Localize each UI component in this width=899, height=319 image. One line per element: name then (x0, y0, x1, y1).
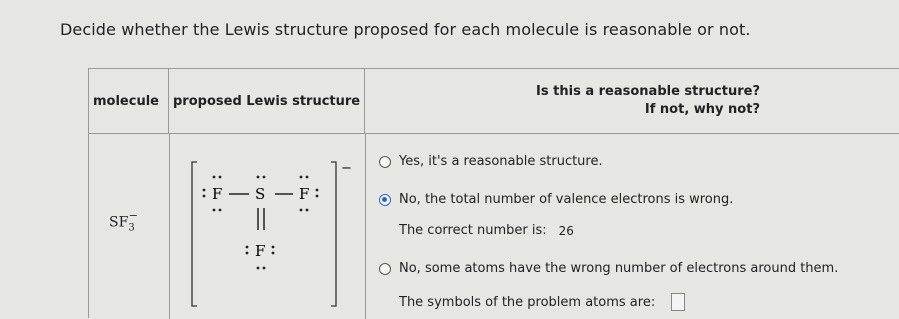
option-wrong-electron-count[interactable] (379, 261, 838, 276)
structure-charge: − (341, 161, 352, 176)
lone-pair-dot (300, 209, 303, 212)
correct-number-label: The correct number is: (399, 223, 547, 238)
atom-f-left: F (212, 185, 223, 203)
question-prompt: Decide whether the Lewis structure proposed for each molecule is reasonable or not. (60, 20, 751, 39)
radio-yes-reasonable[interactable] (379, 156, 391, 168)
lone-pair-dot (257, 267, 260, 270)
problem-atoms-row (399, 293, 685, 311)
lewis-structure-diagram (189, 158, 359, 318)
column-divider (365, 134, 366, 319)
column-divider (169, 134, 170, 319)
lone-pair-dot (257, 176, 260, 179)
radio-valence-electrons-wrong[interactable] (379, 194, 391, 206)
lone-pair-dot (316, 195, 319, 198)
header-lewis-structure: proposed Lewis structure (169, 69, 365, 133)
lone-pair-dot (272, 252, 275, 255)
option-yes-label: Yes, it's a reasonable structure. (399, 154, 603, 169)
table-row (89, 134, 899, 319)
molecule-formula: $SF_3^-$ (109, 209, 138, 234)
lone-pair-dot (203, 195, 206, 198)
lone-pair-dot (213, 176, 216, 179)
lone-pair-dot (263, 176, 266, 179)
atom-s-center: S (255, 185, 266, 203)
lewis-structure-table (88, 68, 899, 318)
option-yes-reasonable[interactable] (379, 154, 603, 169)
header-reasonable (365, 69, 899, 133)
lone-pair-dot (316, 189, 319, 192)
radio-wrong-electron-count[interactable] (379, 263, 391, 275)
option-wrong-electron-label: No, some atoms have the wrong number of electrons around them. (399, 261, 839, 276)
problem-atoms-input[interactable] (671, 293, 685, 311)
lone-pair-dot (203, 189, 206, 192)
option-valence-label: No, the total number of valence electrons is wrong. (399, 192, 734, 207)
lone-pair-dot (272, 246, 275, 249)
lone-pair-dot (306, 209, 309, 212)
correct-number-input[interactable]: 26 (558, 223, 574, 238)
bracket-right (331, 162, 336, 306)
lone-pair-dot (300, 176, 303, 179)
atom-f-bottom: F (255, 242, 266, 260)
lone-pair-dot (219, 176, 222, 179)
lone-pair-dot (213, 209, 216, 212)
atom-f-right: F (299, 185, 310, 203)
lone-pair-dot (306, 176, 309, 179)
lone-pair-dot (246, 246, 249, 249)
header-reasonable-line2: If not, why not? (644, 102, 760, 117)
table-header-row (89, 69, 899, 134)
lone-pair-dot (263, 267, 266, 270)
correct-number-row (399, 223, 574, 238)
lone-pair-dot (246, 252, 249, 255)
option-valence-electrons-wrong[interactable] (379, 192, 733, 207)
lone-pair-dot (219, 209, 222, 212)
problem-atoms-label: The symbols of the problem atoms are: (399, 294, 656, 310)
bracket-left (192, 162, 197, 306)
header-molecule: molecule (89, 69, 169, 133)
header-reasonable-line1: Is this a reasonable structure? (536, 84, 760, 99)
